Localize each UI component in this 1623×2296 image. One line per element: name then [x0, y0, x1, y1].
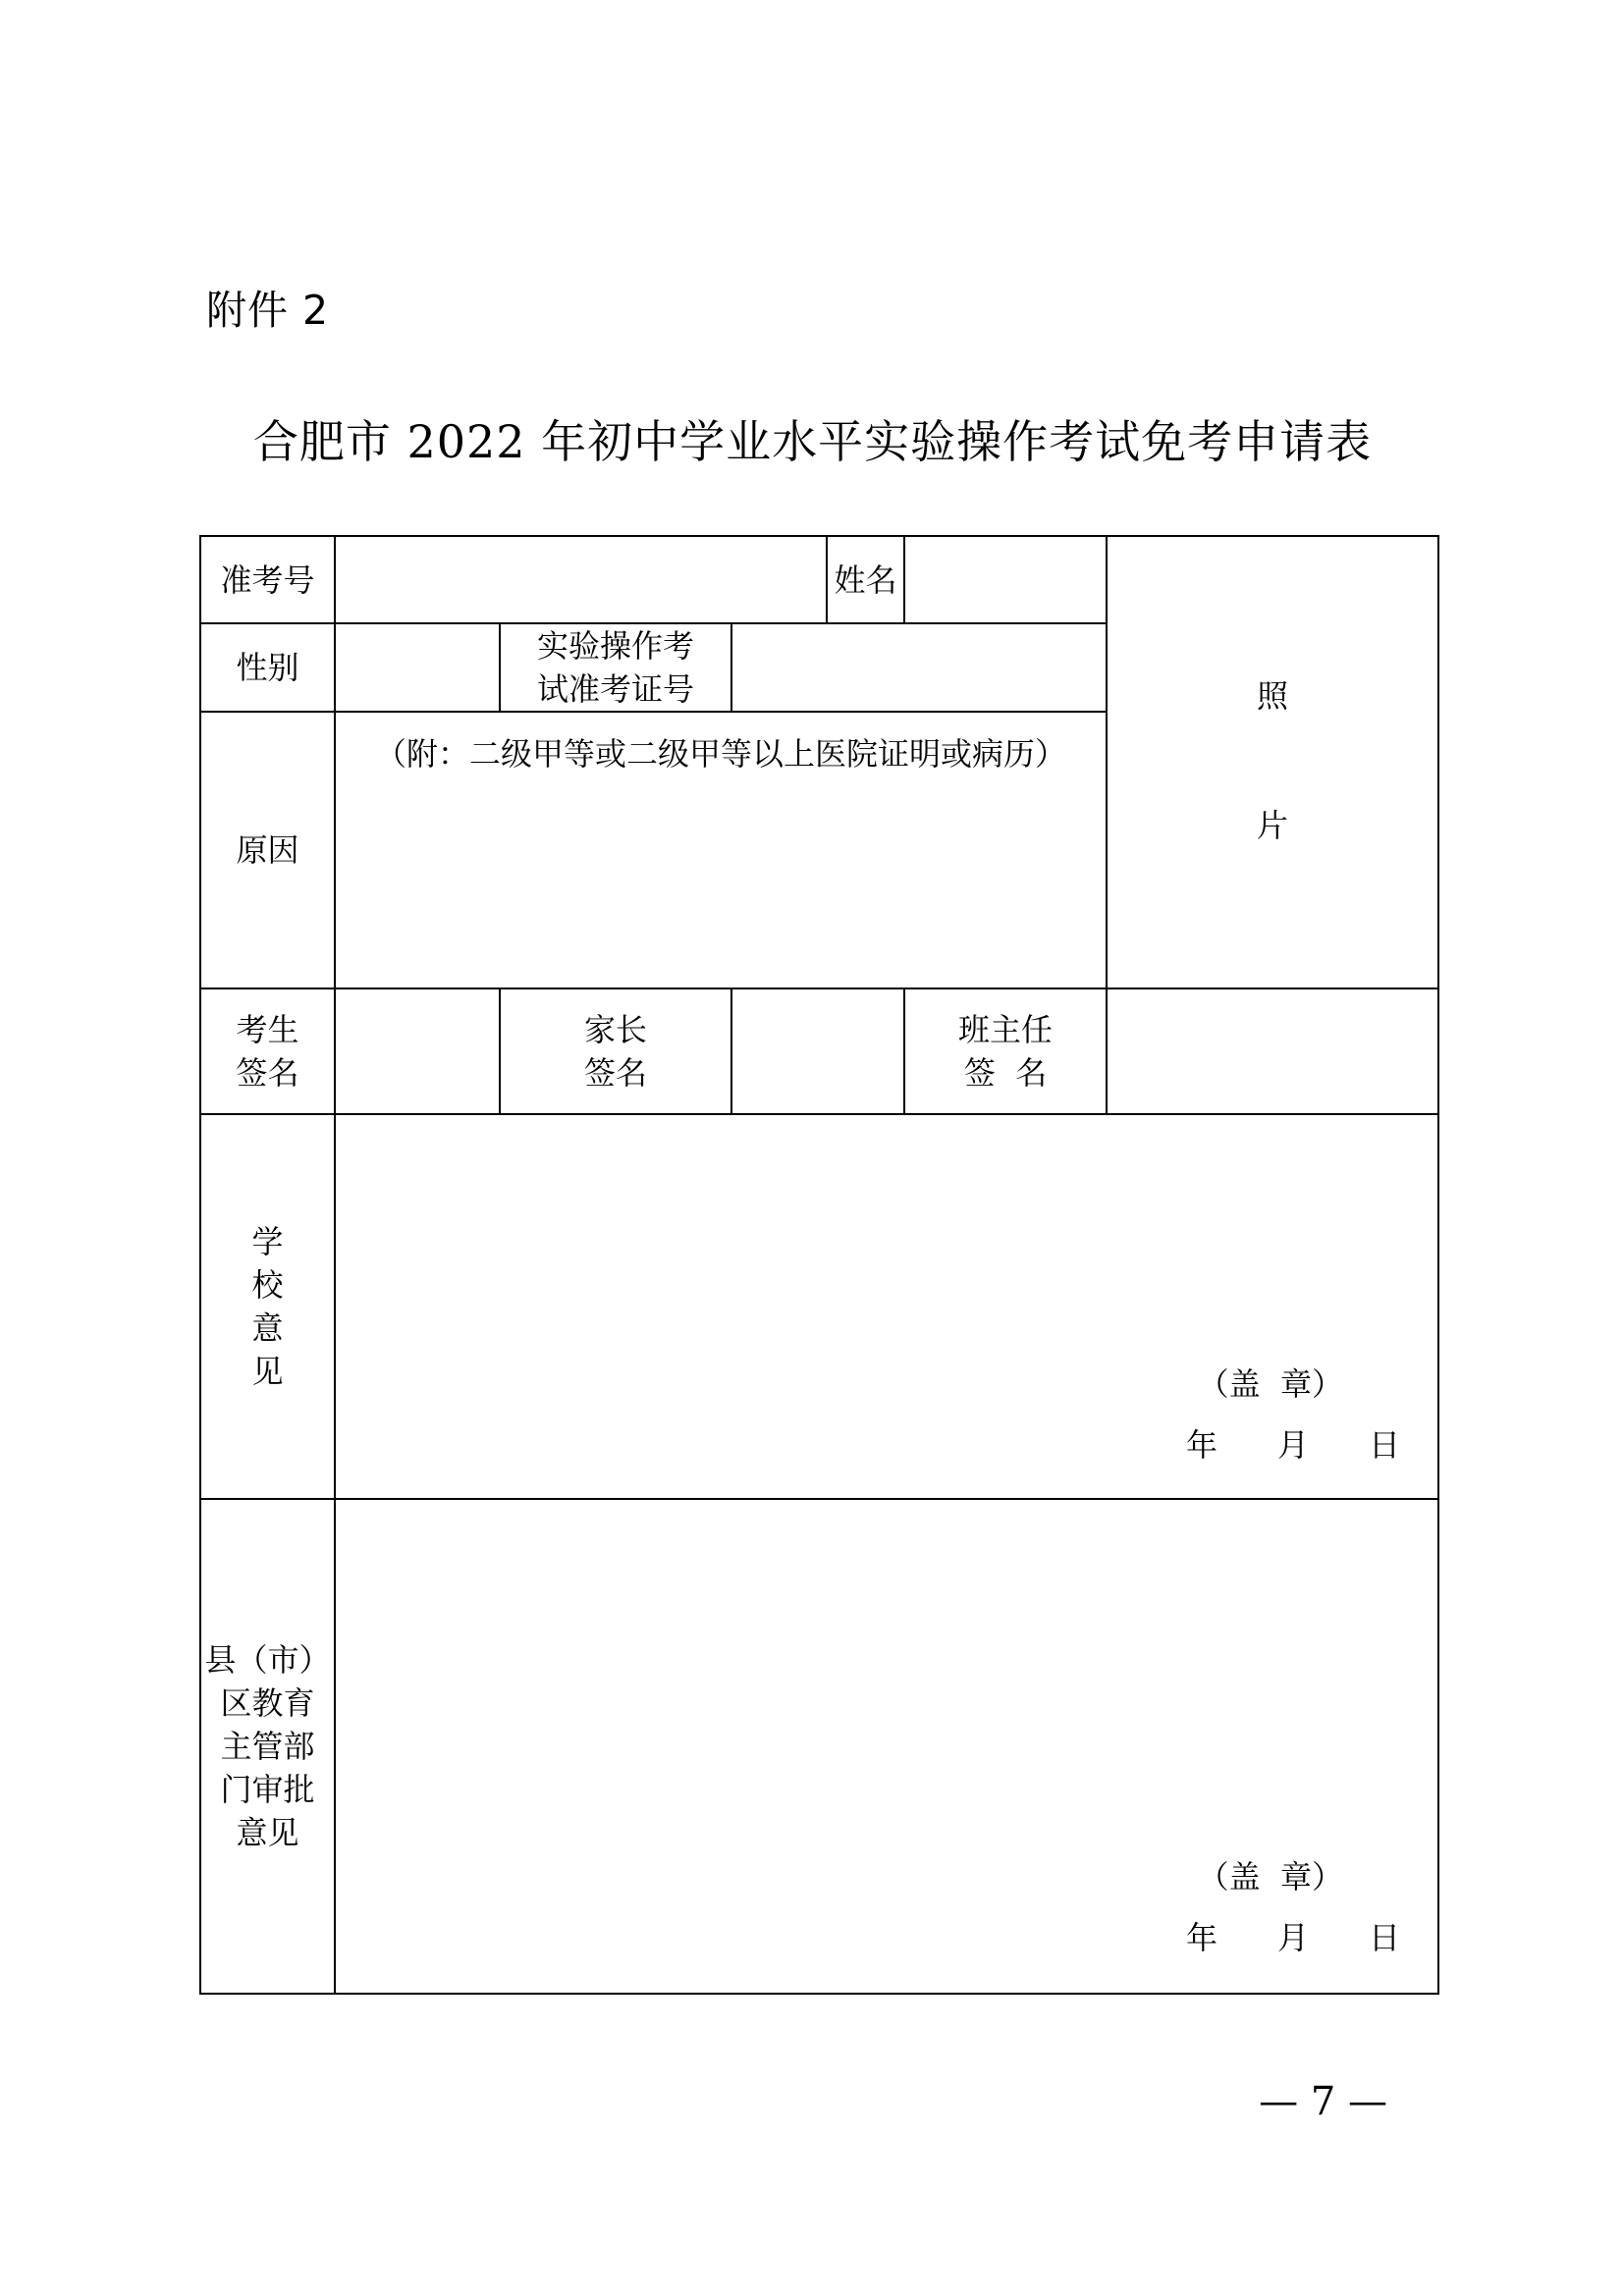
lab-exam-number-label: [500, 623, 731, 712]
exam-number-field[interactable]: [335, 536, 827, 623]
school-opinion-char: 意: [251, 1309, 284, 1347]
school-opinion-char: 见: [251, 1353, 284, 1390]
reason-field[interactable]: [335, 712, 1107, 988]
student-signature-line2: 签名: [236, 1054, 299, 1092]
school-seal-text: （盖 章）: [1197, 1365, 1344, 1403]
district-opinion-line: 主管部: [220, 1728, 315, 1765]
district-opinion-label: [200, 1499, 335, 1994]
district-seal-text: （盖 章）: [1197, 1858, 1344, 1896]
school-opinion-char: 学: [251, 1223, 284, 1260]
lab-exam-number-field[interactable]: [731, 623, 1107, 712]
photo-box[interactable]: [1107, 536, 1438, 988]
gender-field[interactable]: [335, 623, 500, 712]
attachment-label: 附件 2: [206, 287, 330, 334]
page-number: — 7 —: [1259, 2079, 1387, 2124]
parent-signature-line2: 签名: [583, 1054, 647, 1092]
district-opinion-line: 意见: [236, 1814, 299, 1851]
teacher-signature-field[interactable]: [1107, 988, 1438, 1114]
application-form-table: [199, 535, 1439, 1995]
student-signature-line1: 考生: [236, 1011, 299, 1048]
form-title: 合肥市 2022 年初中学业水平实验操作考试免考申请表: [252, 415, 1373, 468]
photo-label-2: 片: [1257, 807, 1289, 844]
district-opinion-line: 县（市）: [204, 1641, 331, 1679]
school-opinion-label: [200, 1114, 335, 1499]
reason-note: （附：二级甲等或二级甲等以上医院证明或病历）: [375, 735, 1067, 773]
student-signature-label: [200, 988, 335, 1114]
lab-exam-number-label-line1: 实验操作考: [536, 627, 694, 665]
teacher-signature-line1: 班主任: [958, 1011, 1054, 1048]
name-label: 姓名: [827, 536, 904, 623]
school-opinion-char: 校: [251, 1266, 284, 1304]
parent-signature-label: [500, 988, 731, 1114]
gender-label: 性别: [200, 623, 335, 712]
district-opinion-line: 区教育: [220, 1684, 315, 1722]
district-opinion-field[interactable]: [335, 1499, 1438, 1994]
student-signature-field[interactable]: [335, 988, 500, 1114]
teacher-signature-line2: 签 名: [963, 1054, 1048, 1092]
district-opinion-line: 门审批: [220, 1771, 315, 1808]
exam-number-label: 准考号: [200, 536, 335, 623]
name-field[interactable]: [904, 536, 1107, 623]
teacher-signature-label: [904, 988, 1107, 1114]
school-opinion-field[interactable]: [335, 1114, 1438, 1499]
reason-label: 原因: [200, 712, 335, 988]
lab-exam-number-label-line2: 试准考证号: [536, 670, 694, 708]
parent-signature-field[interactable]: [731, 988, 904, 1114]
parent-signature-line1: 家长: [583, 1011, 647, 1048]
district-date-text: 年 月 日: [1185, 1919, 1401, 1956]
photo-label-1: 照: [1257, 677, 1289, 715]
school-date-text: 年 月 日: [1185, 1426, 1401, 1464]
